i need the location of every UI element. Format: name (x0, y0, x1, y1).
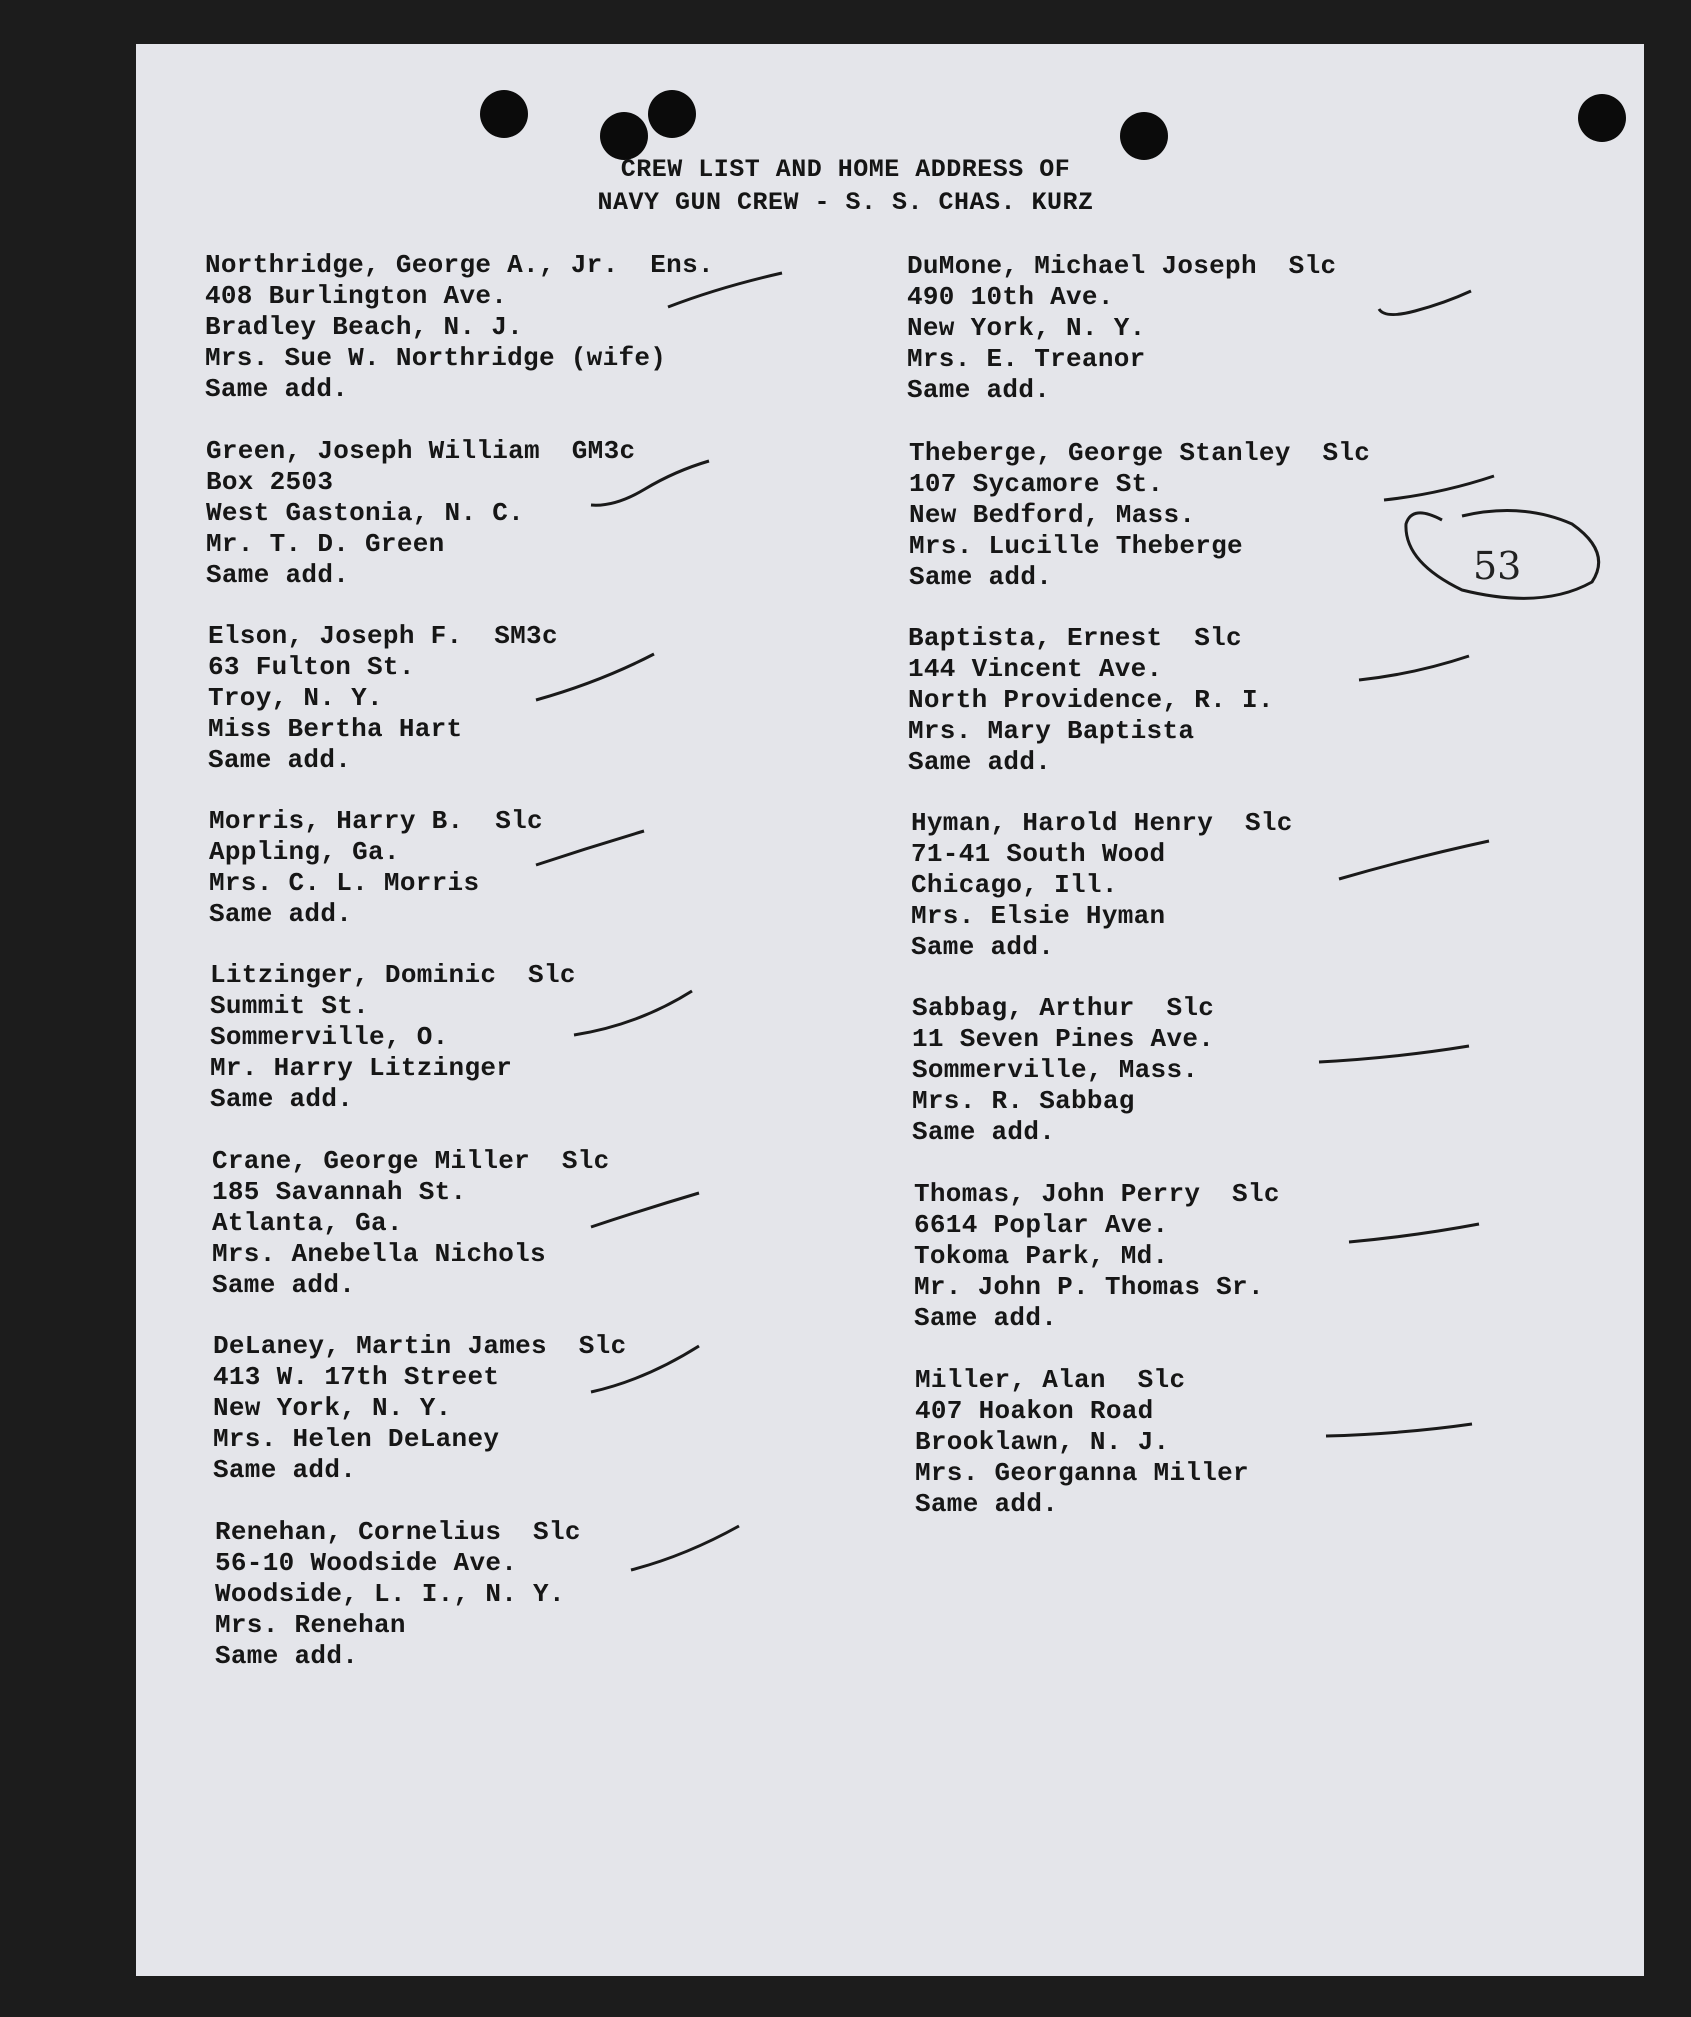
entry-line: Same add. (210, 1084, 354, 1114)
entry-line: 413 W. 17th Street (213, 1362, 500, 1392)
entry-line: 107 Sycamore St. (909, 469, 1164, 499)
entry-name-line: Thomas, John Perry Slc (914, 1179, 1280, 1209)
crew-entry (914, 1179, 1534, 1334)
entry-name-line: Morris, Harry B. Slc (209, 806, 543, 836)
entry-line: Same add. (915, 1489, 1059, 1519)
entry-line: 11 Seven Pines Ave. (912, 1024, 1215, 1054)
entry-line: Mrs. R. Sabbag (912, 1086, 1135, 1116)
entry-name-line: DeLaney, Martin James Slc (213, 1331, 627, 1361)
entry-name-line: Elson, Joseph F. SM3c (208, 621, 558, 651)
checkmark-icon (1322, 1418, 1477, 1448)
checkmark-icon (585, 455, 715, 515)
checkmark-icon (530, 825, 650, 875)
entry-line: New Bedford, Mass. (909, 500, 1196, 530)
entry-name-line: Northridge, George A., Jr. Ens. (205, 250, 714, 280)
checkmark-icon (530, 648, 660, 708)
entry-line: Same add. (208, 745, 352, 775)
entry-name-line: Theberge, George Stanley Slc (909, 438, 1371, 468)
entry-line: Same add. (212, 1270, 356, 1300)
entry-line: 63 Fulton St. (208, 652, 415, 682)
entry-name-line: DuMone, Michael Joseph Slc (907, 251, 1337, 281)
entry-line: Mrs. Helen DeLaney (213, 1424, 500, 1454)
entry-name-line: Sabbag, Arthur Slc (912, 993, 1215, 1023)
crew-entry (213, 1331, 833, 1486)
entry-line: Same add. (909, 562, 1053, 592)
entry-line: Same add. (205, 374, 349, 404)
entry-name-line: Hyman, Harold Henry Slc (911, 808, 1293, 838)
entry-line: Same add. (907, 375, 1051, 405)
page-number: 53 (1473, 544, 1522, 588)
punch-hole (480, 90, 528, 138)
crew-entry (208, 621, 828, 776)
checkmark-icon (660, 265, 790, 315)
entry-line: 407 Hoakon Road (915, 1396, 1154, 1426)
entry-line: Mr. T. D. Green (206, 529, 445, 559)
entry-line: Mr. Harry Litzinger (210, 1053, 513, 1083)
entry-line: Tokoma Park, Md. (914, 1241, 1169, 1271)
entry-line: Same add. (215, 1641, 359, 1671)
entry-line: Mrs. Georganna Miller (915, 1458, 1249, 1488)
checkmark-icon (1335, 835, 1495, 885)
entry-line: Mrs. Anebella Nichols (212, 1239, 546, 1269)
crew-entry (212, 1146, 832, 1301)
entry-line: Mr. John P. Thomas Sr. (914, 1272, 1264, 1302)
entry-line: Woodside, L. I., N. Y. (215, 1579, 565, 1609)
crew-entry (911, 808, 1531, 963)
entry-line: North Providence, R. I. (908, 685, 1274, 715)
checkmark-icon (585, 1340, 705, 1400)
entry-line: Troy, N. Y. (208, 683, 383, 713)
crew-entry (209, 806, 829, 930)
document-title-line-2: NAVY GUN CREW - S. S. CHAS. KURZ (597, 188, 1094, 217)
crew-entry (912, 993, 1532, 1148)
document-title-line-1: CREW LIST AND HOME ADDRESS OF (620, 155, 1071, 184)
entry-line: Mrs. Sue W. Northridge (wife) (205, 343, 667, 373)
entry-line: 408 Burlington Ave. (205, 281, 508, 311)
checkmark-icon (625, 1520, 745, 1580)
entry-line: Same add. (908, 747, 1052, 777)
entry-line: Same add. (914, 1303, 1058, 1333)
checkmark-icon (1355, 650, 1475, 690)
entry-line: Same add. (213, 1455, 357, 1485)
entry-line: Bradley Beach, N. J. (205, 312, 524, 342)
crew-entry (908, 623, 1528, 778)
punch-hole (1120, 112, 1168, 160)
entry-name-line: Crane, George Miller Slc (212, 1146, 610, 1176)
checkmark-icon (1315, 1040, 1475, 1070)
entry-line: Sommerville, O. (210, 1022, 449, 1052)
entry-line: 144 Vincent Ave. (908, 654, 1163, 684)
punch-hole (648, 90, 696, 138)
punch-hole (1578, 94, 1626, 142)
entry-line: Brooklawn, N. J. (915, 1427, 1170, 1457)
entry-line: 71-41 South Wood (911, 839, 1166, 869)
entry-name-line: Litzinger, Dominic Slc (210, 960, 576, 990)
entry-line: Summit St. (210, 991, 370, 1021)
crew-entry (206, 436, 826, 591)
entry-line: Miss Bertha Hart (208, 714, 463, 744)
checkmark-icon (1345, 1218, 1485, 1248)
entry-name-line: Renehan, Cornelius Slc (215, 1517, 581, 1547)
entry-name-line: Green, Joseph William GM3c (206, 436, 636, 466)
entry-line: Mrs. Mary Baptista (908, 716, 1195, 746)
entry-line: 56-10 Woodside Ave. (215, 1548, 518, 1578)
entry-line: 185 Savannah St. (212, 1177, 467, 1207)
crew-entry (907, 251, 1527, 406)
entry-line: Same add. (912, 1117, 1056, 1147)
checkmark-icon (568, 985, 698, 1045)
entry-line: 6614 Poplar Ave. (914, 1210, 1169, 1240)
entry-line: Appling, Ga. (209, 837, 400, 867)
entry-line: New York, N. Y. (213, 1393, 452, 1423)
punch-hole (600, 112, 648, 160)
entry-line: Chicago, Ill. (911, 870, 1118, 900)
entry-line: Box 2503 (206, 467, 334, 497)
entry-line: Mrs. Lucille Theberge (909, 531, 1243, 561)
entry-line: Sommerville, Mass. (912, 1055, 1199, 1085)
entry-line: Mrs. Elsie Hyman (911, 901, 1166, 931)
entry-line: Mrs. Renehan (215, 1610, 406, 1640)
entry-line: New York, N. Y. (907, 313, 1146, 343)
entry-line: Same add. (209, 899, 353, 929)
checkmark-icon (1375, 285, 1475, 325)
checkmark-icon (585, 1185, 705, 1235)
entry-line: West Gastonia, N. C. (206, 498, 525, 528)
entry-line: 490 10th Ave. (907, 282, 1114, 312)
entry-line: Same add. (206, 560, 350, 590)
entry-line: Mrs. E. Treanor (907, 344, 1146, 374)
crew-entry (210, 960, 830, 1115)
entry-name-line: Baptista, Ernest Slc (908, 623, 1242, 653)
entry-line: Mrs. C. L. Morris (209, 868, 480, 898)
entry-line: Atlanta, Ga. (212, 1208, 403, 1238)
entry-line: Same add. (911, 932, 1055, 962)
entry-name-line: Miller, Alan Slc (915, 1365, 1186, 1395)
